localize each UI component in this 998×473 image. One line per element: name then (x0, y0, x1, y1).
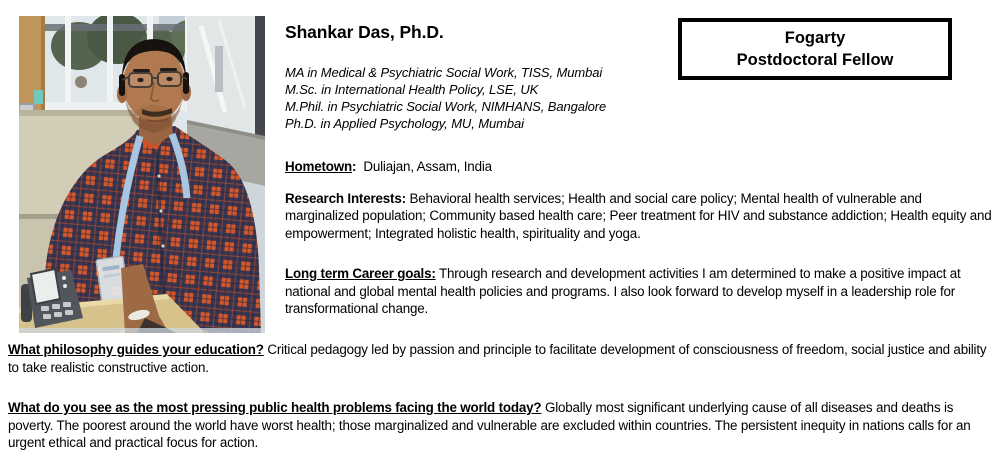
qa-public-health (8, 399, 991, 452)
hometown-label: Hometown (285, 159, 352, 174)
badge-line2: Postdoctoral Fellow (736, 51, 894, 69)
degree-list (285, 64, 992, 132)
qa-philosophy (8, 341, 991, 376)
qa-public-health-question: What do you see as the most pressing public health problems facing the world today? (8, 400, 542, 415)
career-goals-label: Long term Career goals: (285, 266, 436, 281)
degree-item: MA in Medical & Psychiatric Social Work, TISS, Mumbai (285, 65, 603, 80)
qa-philosophy-question: What philosophy guides your education? (8, 342, 264, 357)
profile-photo-illustration (19, 16, 265, 333)
hometown-value: Duliajan, Assam, India (363, 159, 492, 174)
research-interests-text: Behavioral health services; Health and social care policy; Mental health of vulnerable and marginalized population; Community based health care; Peer treatment for HIV and substance addiction; Health equity and empowerment; Integrated holistic health, spirituality and yoga. (285, 190, 992, 241)
degree-item: Ph.D. in Applied Psychology, MU, Mumbai (285, 116, 524, 131)
qa-public-health-answer: Globally most significant underlying cause of all diseases and deaths is poverty. The poorest around the world have worst health; those marginalized and vulnerable are excluded within countries. The persistent inequity in nations calls for an urgent ethical and practical focus for action. (8, 400, 971, 450)
research-interests-label: Research Interests: (285, 190, 406, 206)
career-goals-text: Through research and development activities I am determined to make a positive impact at national and global mental health policies and programs. I also look forward to develop myself in a leadership role for transformational change. (285, 266, 961, 316)
badge-line1: Fogarty (784, 28, 846, 47)
profile-details (285, 21, 992, 318)
degree-item: M.Phil. in Psychiatric Social Work, NIMHANS, Bangalore (285, 99, 607, 114)
hometown-line (285, 158, 992, 176)
profile-photo (19, 16, 265, 333)
page-title: Shankar Das, Ph.D. (285, 22, 444, 42)
career-goals (285, 265, 992, 318)
research-interests (285, 190, 992, 243)
qa-philosophy-answer: Critical pedagogy led by passion and principle to facilitate development of consciousness of freedom, social justice and ability to take realistic constructive action. (8, 342, 987, 375)
glass-panel (187, 16, 265, 140)
qa-section (8, 341, 991, 452)
hometown-colon: : (352, 159, 357, 174)
degree-item: M.Sc. in International Health Policy, LSE, UK (285, 82, 539, 97)
